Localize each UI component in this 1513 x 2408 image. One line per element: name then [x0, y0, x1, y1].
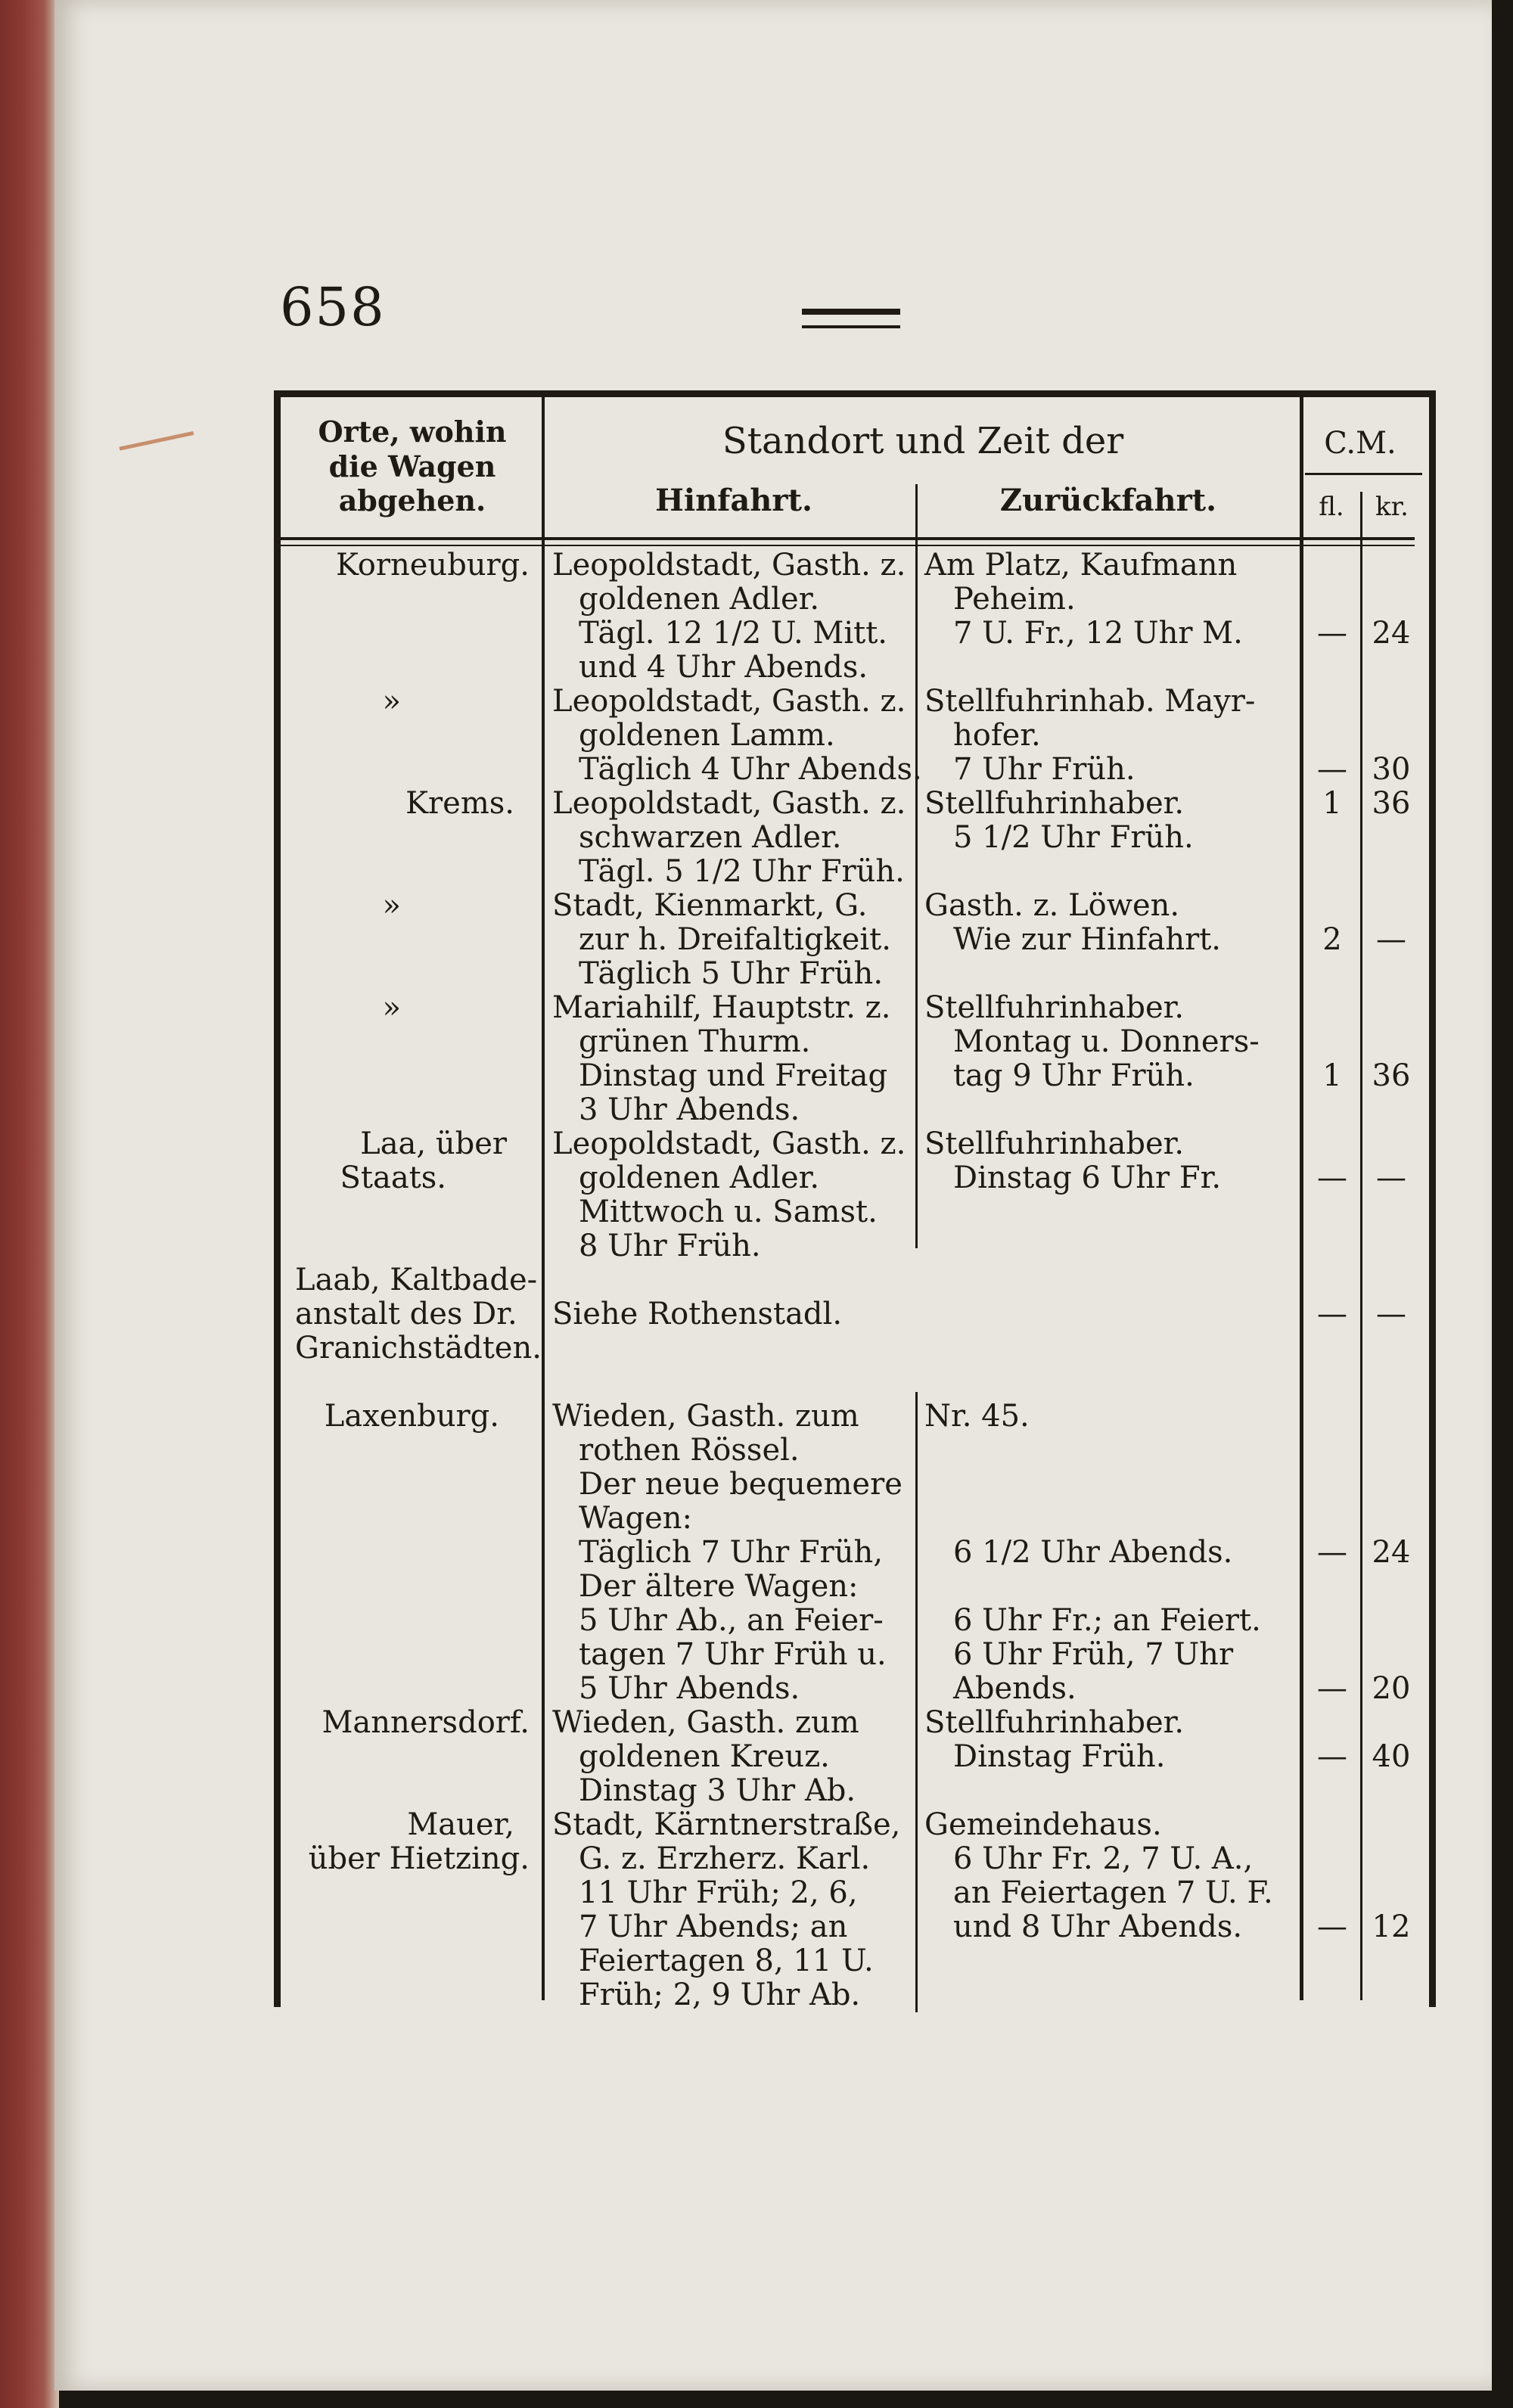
outbound-line: grünen Thurm. — [579, 1024, 811, 1059]
header-return: Zurückfahrt. — [999, 483, 1217, 518]
fare-florin: — — [1317, 1535, 1347, 1570]
fare-kreuzer: 20 — [1372, 1671, 1411, 1706]
outbound-line: Stadt, Kienmarkt, G. — [552, 888, 868, 923]
return-line: Peheim. — [953, 582, 1076, 617]
outbound-line: 5 Uhr Abends. — [579, 1671, 800, 1706]
currency-underline — [1305, 473, 1422, 475]
outbound-line: 3 Uhr Abends. — [579, 1092, 800, 1127]
return-line: Montag u. Donners- — [953, 1024, 1260, 1059]
fare-kreuzer: 36 — [1372, 786, 1411, 821]
place-laab-line2: anstalt des Dr. — [295, 1297, 517, 1331]
place-laab-line3: Granichstädten. — [295, 1331, 542, 1366]
col-rule-outbound-lower — [915, 1392, 918, 2012]
place-laa-line2: Staats. — [340, 1161, 446, 1195]
col-rule-place — [542, 393, 545, 2000]
outbound-line: und 4 Uhr Abends. — [579, 650, 868, 685]
header-florin: fl. — [1319, 492, 1344, 522]
page-number: 658 — [280, 276, 386, 338]
return-line: 6 Uhr Fr. 2, 7 U. A., — [953, 1841, 1254, 1876]
outbound-line: Leopoldstadt, Gasth. z. — [552, 684, 906, 719]
return-line: Wie zur Hinfahrt. — [953, 922, 1222, 957]
header-places: Orte, wohin die Wagen abgehen. — [318, 415, 507, 518]
outbound-line: Leopoldstadt, Gasth. z. — [552, 786, 906, 821]
outbound-line: goldenen Kreuz. — [579, 1739, 830, 1774]
fare-florin: — — [1317, 1671, 1347, 1706]
place-ditto: » — [382, 888, 401, 923]
outbound-line: Wieden, Gasth. zum — [552, 1399, 859, 1434]
outbound-line: Mittwoch u. Samst. — [579, 1195, 878, 1229]
return-line: 7 U. Fr., 12 Uhr M. — [953, 616, 1243, 651]
return-line: Nr. 45. — [924, 1399, 1030, 1434]
place-krems: Krems. — [405, 786, 514, 821]
return-line: Gasth. z. Löwen. — [924, 888, 1180, 923]
place-ditto: » — [382, 684, 401, 719]
header-location-time: Standort und Zeit der — [722, 420, 1124, 462]
outbound-line: Dinstag 3 Uhr Ab. — [579, 1773, 856, 1808]
header-kreuzer: kr. — [1375, 492, 1409, 522]
return-line: tag 9 Uhr Früh. — [953, 1058, 1195, 1093]
outbound-line: Täglich 7 Uhr Früh, — [579, 1535, 884, 1570]
outbound-line: rothen Rössel. — [579, 1433, 800, 1468]
header-currency: C.M. — [1324, 426, 1396, 461]
return-line: Abends. — [953, 1671, 1076, 1706]
outbound-line: schwarzen Adler. — [579, 820, 842, 855]
fare-florin: — — [1317, 1909, 1347, 1944]
book-edge — [0, 0, 59, 2408]
fare-kreuzer: — — [1376, 922, 1406, 957]
fare-kreuzer: 40 — [1372, 1739, 1411, 1774]
outbound-line: Leopoldstadt, Gasth. z. — [552, 1126, 906, 1161]
fare-florin: — — [1317, 616, 1347, 651]
col-rule-outbound — [915, 484, 918, 1248]
fare-kreuzer: 30 — [1372, 752, 1411, 787]
fare-florin: 1 — [1322, 786, 1342, 821]
outbound-line: 7 Uhr Abends; an — [579, 1909, 848, 1944]
outbound-line: Tägl. 5 1/2 Uhr Früh. — [579, 854, 905, 889]
outbound-line: tagen 7 Uhr Früh u. — [579, 1637, 887, 1672]
fare-kreuzer: 24 — [1372, 616, 1411, 651]
outbound-line: Feiertagen 8, 11 U. — [579, 1943, 874, 1978]
return-line: 5 1/2 Uhr Früh. — [953, 820, 1194, 855]
header-rule — [802, 309, 900, 328]
fare-florin: — — [1317, 1739, 1347, 1774]
fare-kreuzer: 24 — [1372, 1535, 1411, 1570]
return-line: Stellfuhrinhaber. — [924, 990, 1185, 1025]
return-line: Stellfuhrinhaber. — [924, 1126, 1185, 1161]
outbound-line: Leopoldstadt, Gasth. z. — [552, 548, 906, 583]
outbound-line: Wieden, Gasth. zum — [552, 1705, 859, 1740]
return-line: und 8 Uhr Abends. — [953, 1909, 1243, 1944]
outbound-line: Früh; 2, 9 Uhr Ab. — [579, 1978, 861, 2012]
header-outbound: Hinfahrt. — [655, 483, 812, 518]
fare-kreuzer: 12 — [1372, 1909, 1411, 1944]
fare-florin: — — [1317, 1297, 1347, 1331]
fare-florin: 1 — [1322, 1058, 1342, 1093]
place-ditto: » — [382, 990, 401, 1025]
outbound-line: Der ältere Wagen: — [579, 1569, 859, 1604]
outbound-line: 11 Uhr Früh; 2, 6, — [579, 1875, 858, 1910]
fare-florin: — — [1317, 752, 1347, 787]
return-line: 7 Uhr Früh. — [953, 752, 1136, 787]
return-line: Stellfuhrinhaber. — [924, 1705, 1185, 1740]
fare-florin: 2 — [1322, 922, 1342, 957]
outbound-line: goldenen Adler. — [579, 1161, 820, 1195]
return-line: Dinstag Früh. — [953, 1739, 1166, 1774]
return-line: Stellfuhrinhaber. — [924, 786, 1185, 821]
outbound-line: Tägl. 12 1/2 U. Mitt. — [579, 616, 887, 651]
fare-kreuzer: — — [1376, 1297, 1406, 1331]
place-mannersdorf: Mannersdorf. — [322, 1705, 530, 1740]
outbound-line: zur h. Dreifaltigkeit. — [579, 922, 891, 957]
outbound-line: 5 Uhr Ab., an Feier- — [579, 1603, 884, 1638]
header-bottom-rule-thin — [280, 545, 1415, 546]
return-line: hofer. — [953, 718, 1041, 753]
outbound-line: Mariahilf, Hauptstr. z. — [552, 990, 891, 1025]
return-line: 6 Uhr Früh, 7 Uhr — [953, 1637, 1234, 1672]
place-laa: Laa, über — [360, 1126, 507, 1161]
outbound-line: Stadt, Kärntnerstraße, — [552, 1807, 901, 1842]
header-bottom-rule — [280, 537, 1415, 540]
return-line: an Feiertagen 7 U. F. — [953, 1875, 1273, 1910]
outbound-line: Der neue bequemere — [579, 1467, 903, 1502]
place-mauer-line2: über Hietzing. — [308, 1841, 530, 1876]
outbound-line: G. z. Erzherz. Karl. — [579, 1841, 871, 1876]
outbound-line: Täglich 5 Uhr Früh. — [579, 956, 884, 991]
outbound-line: 8 Uhr Früh. — [579, 1229, 761, 1263]
outbound-line: Siehe Rothenstadl. — [552, 1297, 843, 1331]
outbound-line: goldenen Lamm. — [579, 718, 835, 753]
place-mauer: Mauer, — [407, 1807, 514, 1842]
return-line: 6 1/2 Uhr Abends. — [953, 1535, 1233, 1570]
return-line: Am Platz, Kaufmann — [924, 548, 1238, 583]
outbound-line: Dinstag und Freitag — [579, 1058, 888, 1093]
place-laxenburg: Laxenburg. — [324, 1399, 499, 1434]
fare-kreuzer: — — [1376, 1161, 1406, 1195]
outbound-line: Wagen: — [579, 1501, 692, 1536]
return-line: 6 Uhr Fr.; an Feiert. — [953, 1603, 1261, 1638]
outbound-line: goldenen Adler. — [579, 582, 820, 617]
return-line: Gemeindehaus. — [924, 1807, 1162, 1842]
col-rule-currency — [1300, 393, 1303, 2000]
return-line: Dinstag 6 Uhr Fr. — [953, 1161, 1222, 1195]
fare-kreuzer: 36 — [1372, 1058, 1411, 1093]
outbound-line: Täglich 4 Uhr Abends. — [579, 752, 922, 787]
return-line: Stellfuhrinhab. Mayr- — [924, 684, 1256, 719]
fare-florin: — — [1317, 1161, 1347, 1195]
place-laab: Laab, Kaltbade- — [295, 1263, 538, 1297]
place-korneuburg: Korneuburg. — [335, 548, 530, 583]
col-rule-fl-kr — [1360, 492, 1362, 2000]
